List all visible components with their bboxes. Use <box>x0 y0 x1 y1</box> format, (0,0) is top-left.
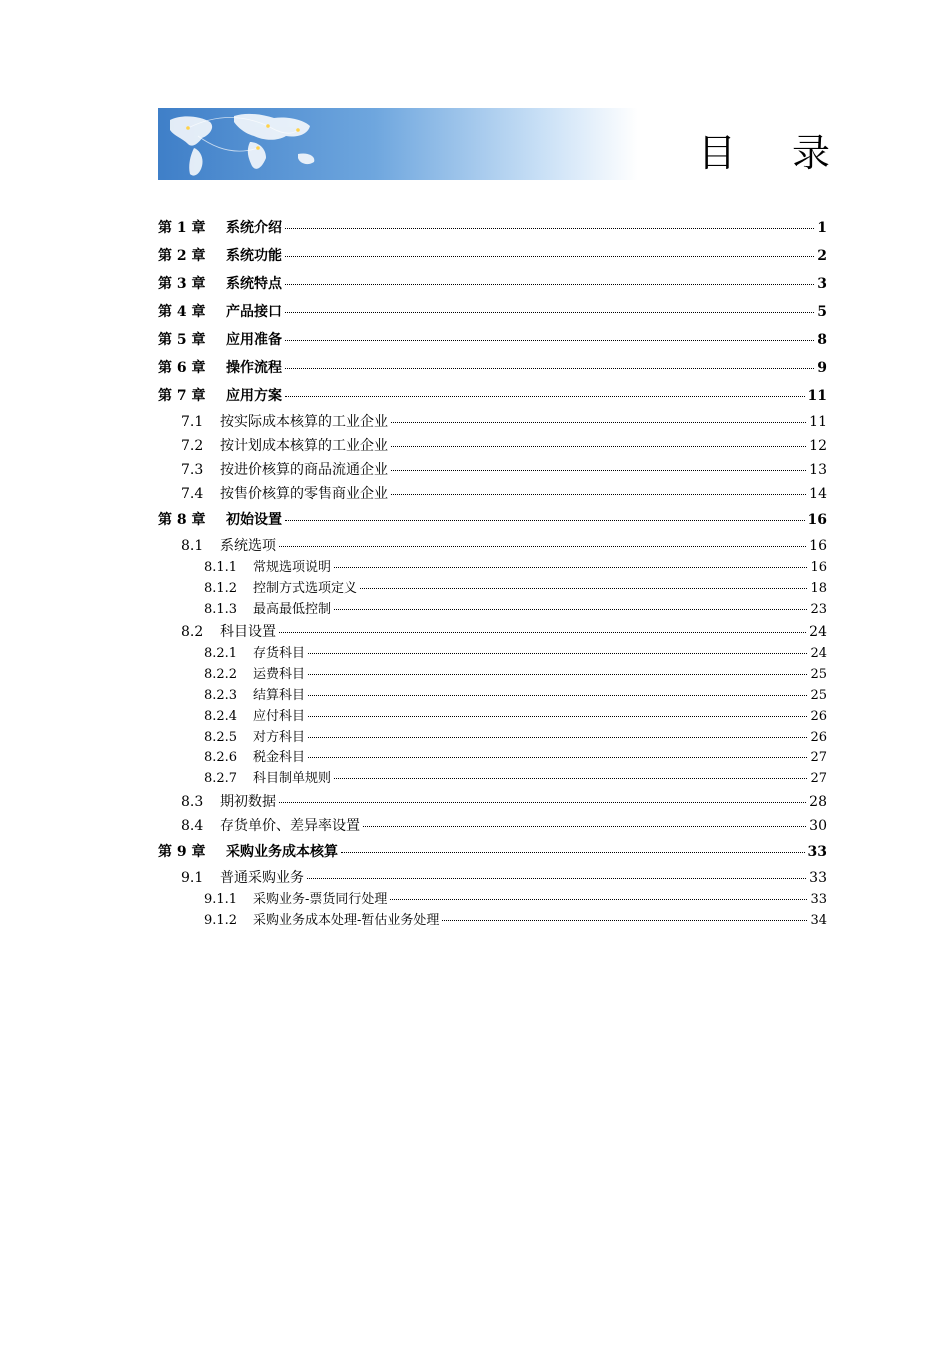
dot-leader <box>308 673 807 675</box>
toc-entry-number: 第 4 章 <box>158 304 206 320</box>
toc-entry[interactable] <box>158 326 827 354</box>
toc-entry-number: 9.1 <box>181 869 204 886</box>
toc-entry-number: 第 5 章 <box>158 332 206 348</box>
toc-entry-number: 9.1.2 <box>204 912 238 928</box>
toc-entry[interactable] <box>158 270 827 298</box>
toc-entry-page-number: 12 <box>809 438 827 454</box>
toc-entry-page-number: 11 <box>809 414 827 430</box>
toc-entry-page-number: 16 <box>810 560 827 575</box>
dot-leader <box>308 715 807 717</box>
dot-leader <box>360 587 807 589</box>
toc-entry[interactable] <box>158 242 827 270</box>
toc-entry-title: 按计划成本核算的工业企业 <box>220 438 388 454</box>
dot-leader <box>391 469 806 471</box>
toc-entry-title: 应用准备 <box>226 332 282 348</box>
toc-entry-page-number: 26 <box>810 708 827 724</box>
dot-leader <box>391 445 806 447</box>
toc-entry[interactable] <box>158 410 827 434</box>
toc-entry[interactable] <box>158 600 827 621</box>
toc-entry-number: 第 9 章 <box>158 843 206 860</box>
toc-entry-page-number: 25 <box>810 687 827 703</box>
header-banner <box>158 108 852 180</box>
toc-entry-page-number: 5 <box>817 304 827 320</box>
toc-entry-page-number: 28 <box>809 793 827 810</box>
toc-entry-number: 8.2.1 <box>204 646 238 662</box>
toc-entry-page-number: 13 <box>809 462 827 478</box>
toc-entry-page-number: 24 <box>809 624 827 641</box>
dot-leader <box>307 877 806 879</box>
toc-entry-number: 7.2 <box>181 438 204 454</box>
toc-entry-page-number: 1 <box>817 220 827 236</box>
toc-entry[interactable] <box>158 790 827 814</box>
toc-entry[interactable] <box>158 534 827 558</box>
toc-entry[interactable] <box>158 382 827 410</box>
toc-entry-page-number: 2 <box>817 248 827 264</box>
dot-leader <box>285 283 814 285</box>
toc-entry[interactable] <box>158 506 827 534</box>
toc-entry-title: 科目设置 <box>220 624 276 641</box>
dot-leader <box>442 919 807 921</box>
toc-entry-title: 对方科目 <box>253 729 306 745</box>
toc-entry-number: 8.2 <box>181 624 204 641</box>
toc-entry-number: 第 2 章 <box>158 248 206 264</box>
toc-entry[interactable] <box>158 911 827 932</box>
toc-entry-title: 按实际成本核算的工业企业 <box>220 414 388 430</box>
dot-leader <box>285 519 805 521</box>
toc-entry[interactable] <box>158 434 827 458</box>
toc-entry-number: 8.1.1 <box>204 560 238 575</box>
dot-leader <box>391 421 806 423</box>
toc-entry[interactable] <box>158 298 827 326</box>
toc-entry-title: 采购业务成本处理-暂估业务处理 <box>253 912 440 928</box>
toc-entry-number: 8.2.5 <box>204 729 238 745</box>
toc-entry-page-number: 33 <box>810 891 827 907</box>
toc-entry[interactable] <box>158 814 827 838</box>
toc-entry-page-number: 24 <box>810 646 827 662</box>
toc-entry-title: 运费科目 <box>253 667 306 683</box>
toc-entry-number: 7.3 <box>181 462 204 478</box>
toc-entry-number: 第 8 章 <box>158 512 206 528</box>
toc-entry[interactable] <box>158 728 827 749</box>
dot-leader <box>390 898 807 900</box>
toc-entry[interactable] <box>158 482 827 506</box>
dot-leader <box>341 851 805 853</box>
toc-entry-number: 7.1 <box>181 414 204 430</box>
toc-entry-title: 初始设置 <box>226 512 282 528</box>
toc-entry-title: 按进价核算的商品流通企业 <box>220 462 388 478</box>
dot-leader <box>285 311 814 313</box>
toc-entry-title: 操作流程 <box>226 360 282 376</box>
toc-entry-title: 普通采购业务 <box>220 869 304 886</box>
toc-entry-title: 系统介绍 <box>226 220 282 236</box>
toc-entry[interactable] <box>158 214 827 242</box>
dot-leader <box>334 777 807 779</box>
toc-entry-number: 7.4 <box>181 486 204 502</box>
toc-entry[interactable] <box>158 558 827 579</box>
toc-entry[interactable] <box>158 866 827 890</box>
toc-entry-title: 税金科目 <box>253 750 306 766</box>
page-title: 目 录 <box>697 131 852 175</box>
dot-leader <box>285 339 814 341</box>
toc-entry-number: 9.1.1 <box>204 891 238 907</box>
toc-entry[interactable] <box>158 620 827 644</box>
toc-entry-title: 应付科目 <box>253 708 306 724</box>
toc-entry-page-number: 33 <box>809 869 827 886</box>
dot-leader <box>285 255 814 257</box>
toc-entry-number: 8.3 <box>181 793 204 810</box>
toc-entry-page-number: 16 <box>807 512 827 528</box>
toc-entry-title: 控制方式选项定义 <box>253 580 358 596</box>
dot-leader <box>391 493 806 495</box>
toc-entry-number: 第 1 章 <box>158 220 206 236</box>
dot-leader <box>279 545 806 547</box>
toc-entry-number: 第 3 章 <box>158 276 206 292</box>
toc-entry-page-number: 3 <box>817 276 827 292</box>
toc-entry-number: 8.2.4 <box>204 708 238 724</box>
toc-entry-title: 系统选项 <box>220 538 276 554</box>
toc-entry[interactable] <box>158 458 827 482</box>
dot-leader <box>308 756 807 758</box>
toc-entry-title: 存货科目 <box>253 646 306 662</box>
dot-leader <box>279 801 806 803</box>
toc-entry-number: 第 7 章 <box>158 388 206 404</box>
toc-entry-number: 8.2.2 <box>204 667 238 683</box>
toc-entry-page-number: 26 <box>810 729 827 745</box>
toc-entry-title: 产品接口 <box>226 304 282 320</box>
toc-entry-number: 第 6 章 <box>158 360 206 376</box>
toc-entry-title: 最高最低控制 <box>253 601 332 617</box>
toc-entry-title: 常规选项说明 <box>253 560 332 575</box>
toc-entry-page-number: 27 <box>810 750 827 766</box>
toc-entry[interactable] <box>158 686 827 707</box>
toc-entry-number: 8.2.6 <box>204 750 238 766</box>
toc-entry-number: 8.4 <box>181 817 204 834</box>
toc-entry-page-number: 8 <box>817 332 827 348</box>
toc-entry[interactable] <box>158 644 827 665</box>
dot-leader <box>308 652 807 654</box>
toc-entry-title: 系统特点 <box>226 276 282 292</box>
toc-entry-number: 8.1.3 <box>204 601 238 617</box>
toc-entry-title: 结算科目 <box>253 687 306 703</box>
toc-entry-title: 按售价核算的零售商业企业 <box>220 486 388 502</box>
toc-entry[interactable] <box>158 579 827 600</box>
dot-leader <box>308 694 807 696</box>
dot-leader <box>334 608 807 610</box>
toc-entry-page-number: 9 <box>817 360 827 376</box>
toc-entry-number: 8.1 <box>181 538 204 554</box>
toc-entry-number: 8.2.7 <box>204 771 238 787</box>
dot-leader <box>285 367 814 369</box>
toc-entry-page-number: 25 <box>810 667 827 683</box>
dot-leader <box>308 736 807 738</box>
table-of-contents <box>158 214 827 932</box>
toc-entry-title: 采购业务-票货同行处理 <box>253 891 388 907</box>
toc-entry-page-number: 14 <box>809 486 827 502</box>
toc-entry-number: 8.2.3 <box>204 687 238 703</box>
toc-entry-title: 采购业务成本核算 <box>226 843 338 860</box>
world-map-banner-image <box>158 108 638 180</box>
toc-entry[interactable] <box>158 707 827 728</box>
toc-entry-page-number: 11 <box>807 388 827 404</box>
toc-entry[interactable] <box>158 354 827 382</box>
dot-leader <box>279 631 806 633</box>
toc-entry-title: 存货单价、差异率设置 <box>220 817 360 834</box>
toc-entry[interactable] <box>158 748 827 769</box>
dot-leader <box>285 395 805 397</box>
dot-leader <box>363 825 806 827</box>
toc-entry-page-number: 30 <box>809 817 827 834</box>
toc-entry-title: 应用方案 <box>226 388 282 404</box>
toc-entry[interactable] <box>158 838 827 866</box>
toc-entry-page-number: 23 <box>810 601 827 617</box>
dot-leader <box>285 227 814 229</box>
toc-entry-page-number: 27 <box>810 771 827 787</box>
toc-entry-page-number: 33 <box>807 843 827 860</box>
toc-entry[interactable] <box>158 769 827 790</box>
toc-entry[interactable] <box>158 665 827 686</box>
toc-entry-title: 系统功能 <box>226 248 282 264</box>
dot-leader <box>334 566 807 568</box>
toc-entry-title: 科目制单规则 <box>253 771 332 787</box>
toc-entry-page-number: 16 <box>809 538 827 554</box>
toc-entry-page-number: 18 <box>810 580 827 596</box>
toc-entry-number: 8.1.2 <box>204 580 238 596</box>
toc-entry[interactable] <box>158 890 827 911</box>
toc-entry-title: 期初数据 <box>220 793 276 810</box>
toc-entry-page-number: 34 <box>810 912 827 928</box>
